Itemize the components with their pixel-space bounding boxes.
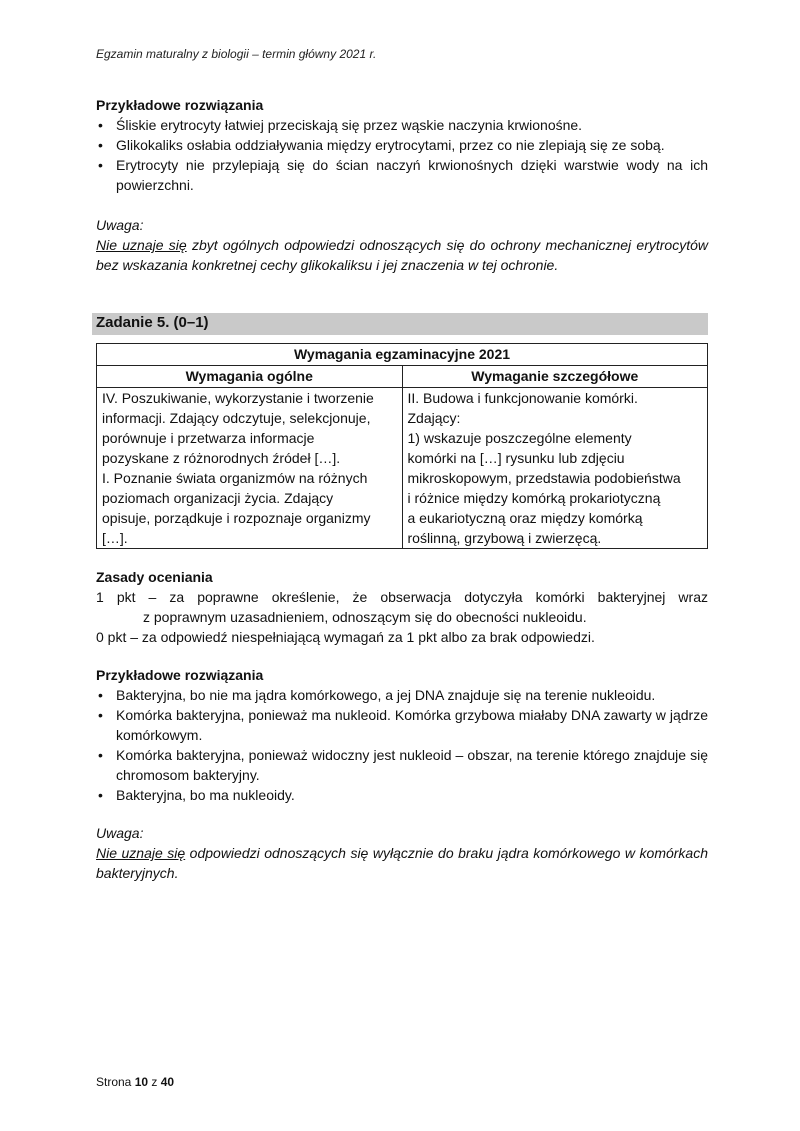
table-line: IV. Poszukiwanie, wykorzystanie i tworzenie — [102, 390, 374, 406]
note-underlined: Nie uznaje się — [96, 845, 186, 861]
list-item: • Glikokaliks osłabia oddziaływania między erytrocytami, przez co nie zlepiają się ze sobą. — [96, 135, 708, 155]
note-underlined: Nie uznaje się — [96, 237, 187, 253]
task4-note — [96, 215, 708, 275]
score-1pkt-line1: 1 pkt – za poprawne określenie, że obserwacja dotyczyła komórki bakteryjnej wraz — [96, 589, 708, 605]
table-line: i różnice między komórką prokariotyczną — [407, 490, 661, 506]
task4-solutions-list — [96, 115, 708, 195]
task5-title-bar — [92, 313, 708, 335]
table-line: opisuje, porządkuje i rozpoznaje organizmy — [102, 510, 371, 526]
list-item: • Komórka bakteryjna, ponieważ ma nukleoid. Komórka grzybowa miałaby DNA zawarty w jądrze komórkowym. — [96, 705, 708, 745]
table-line: Zdający: — [407, 410, 461, 426]
scoring-rules — [96, 567, 708, 647]
list-item: • Bakteryjna, bo nie ma jądra komórkowego, a jej DNA znajduje się na terenie nukleoidu. — [96, 685, 708, 705]
table-line: pozyskane z różnorodnych źródeł […]. — [102, 450, 341, 466]
score-1pkt-line2: z poprawnym uzasadnieniem, odnoszącym się do obecności nukleoidu. — [143, 609, 587, 625]
footer-total-pages: 40 — [160, 1075, 175, 1089]
table-line: porównuje i przetwarza informacje — [102, 430, 315, 446]
requirements-table — [96, 343, 708, 549]
task5-solutions-list — [96, 685, 708, 805]
note-label: Uwaga: — [96, 217, 144, 233]
task5-solutions — [96, 665, 708, 805]
col1-cell — [97, 388, 403, 549]
page-header: Egzamin maturalny z biologii – termin główny 2021 r. — [96, 47, 377, 61]
list-item: • Bakteryjna, bo ma nukleoidy. — [96, 785, 708, 805]
table-line: poziomach organizacji życia. Zdający — [102, 490, 334, 506]
table-line: informacji. Zdający odczytuje, selekcjonuje, — [102, 410, 371, 426]
table-line: 1) wskazuje poszczególne elementy — [407, 430, 632, 446]
col2-header: Wymaganie szczegółowe — [402, 366, 708, 388]
list-item: • Śliskie erytrocyty łatwiej przeciskają się przez wąskie naczynia krwionośne. — [96, 115, 708, 135]
list-item: • Komórka bakteryjna, ponieważ widoczny jest nukleoid – obszar, na terenie którego znajduje się chromosom bakteryjny. — [96, 745, 708, 785]
footer-prefix: Strona — [96, 1075, 132, 1089]
note-rest: zbyt ogólnych odpowiedzi odnoszących się do ochrony mechanicznej erytrocytów bez wskazania konkretnej cechy glikokaliksu i jej znaczenia w tej ochronie. — [96, 237, 708, 273]
table-line: I. Poznanie świata organizmów na różnych — [102, 470, 368, 486]
note-text — [96, 843, 708, 883]
note-rest: odpowiedzi odnoszących się wyłącznie do braku jądra komórkowego w komórkach bakteryjnych. — [96, 845, 709, 881]
page-footer — [96, 1075, 174, 1089]
table-caption: Wymagania egzaminacyjne 2021 — [97, 344, 708, 366]
table-line: mikroskopowym, przedstawia podobieństwa — [407, 470, 681, 486]
table-line: […]. — [102, 530, 128, 546]
scoring-heading: Zasady oceniania — [96, 569, 213, 585]
table-line: a eukariotyczną oraz między komórką — [407, 510, 643, 526]
score-0pkt: 0 pkt – za odpowiedź niespełniającą wymagań za 1 pkt albo za brak odpowiedzi. — [96, 629, 595, 645]
footer-sep: z — [151, 1075, 158, 1089]
table-line: komórki na […] rysunku lub zdjęciu — [407, 450, 625, 466]
note-text — [96, 235, 708, 275]
col2-cell — [402, 388, 708, 549]
task5-note — [96, 823, 708, 883]
col1-header: Wymagania ogólne — [97, 366, 403, 388]
footer-page-number: 10 — [134, 1075, 149, 1089]
task5-title: Zadanie 5. (0–1) — [96, 314, 209, 331]
list-item: • Erytrocyty nie przylepiają się do ścian naczyń krwionośnych dzięki warstwie wody na ich powierzchni. — [96, 155, 708, 195]
table-line: roślinną, grzybową i zwierzęcą. — [407, 530, 602, 546]
score-1pkt — [96, 587, 708, 627]
task4-solutions — [96, 95, 708, 195]
task4-solutions-heading: Przykładowe rozwiązania — [96, 97, 264, 113]
note-label: Uwaga: — [96, 825, 144, 841]
table-line: II. Budowa i funkcjonowanie komórki. — [407, 390, 638, 406]
task5-solutions-heading: Przykładowe rozwiązania — [96, 667, 264, 683]
